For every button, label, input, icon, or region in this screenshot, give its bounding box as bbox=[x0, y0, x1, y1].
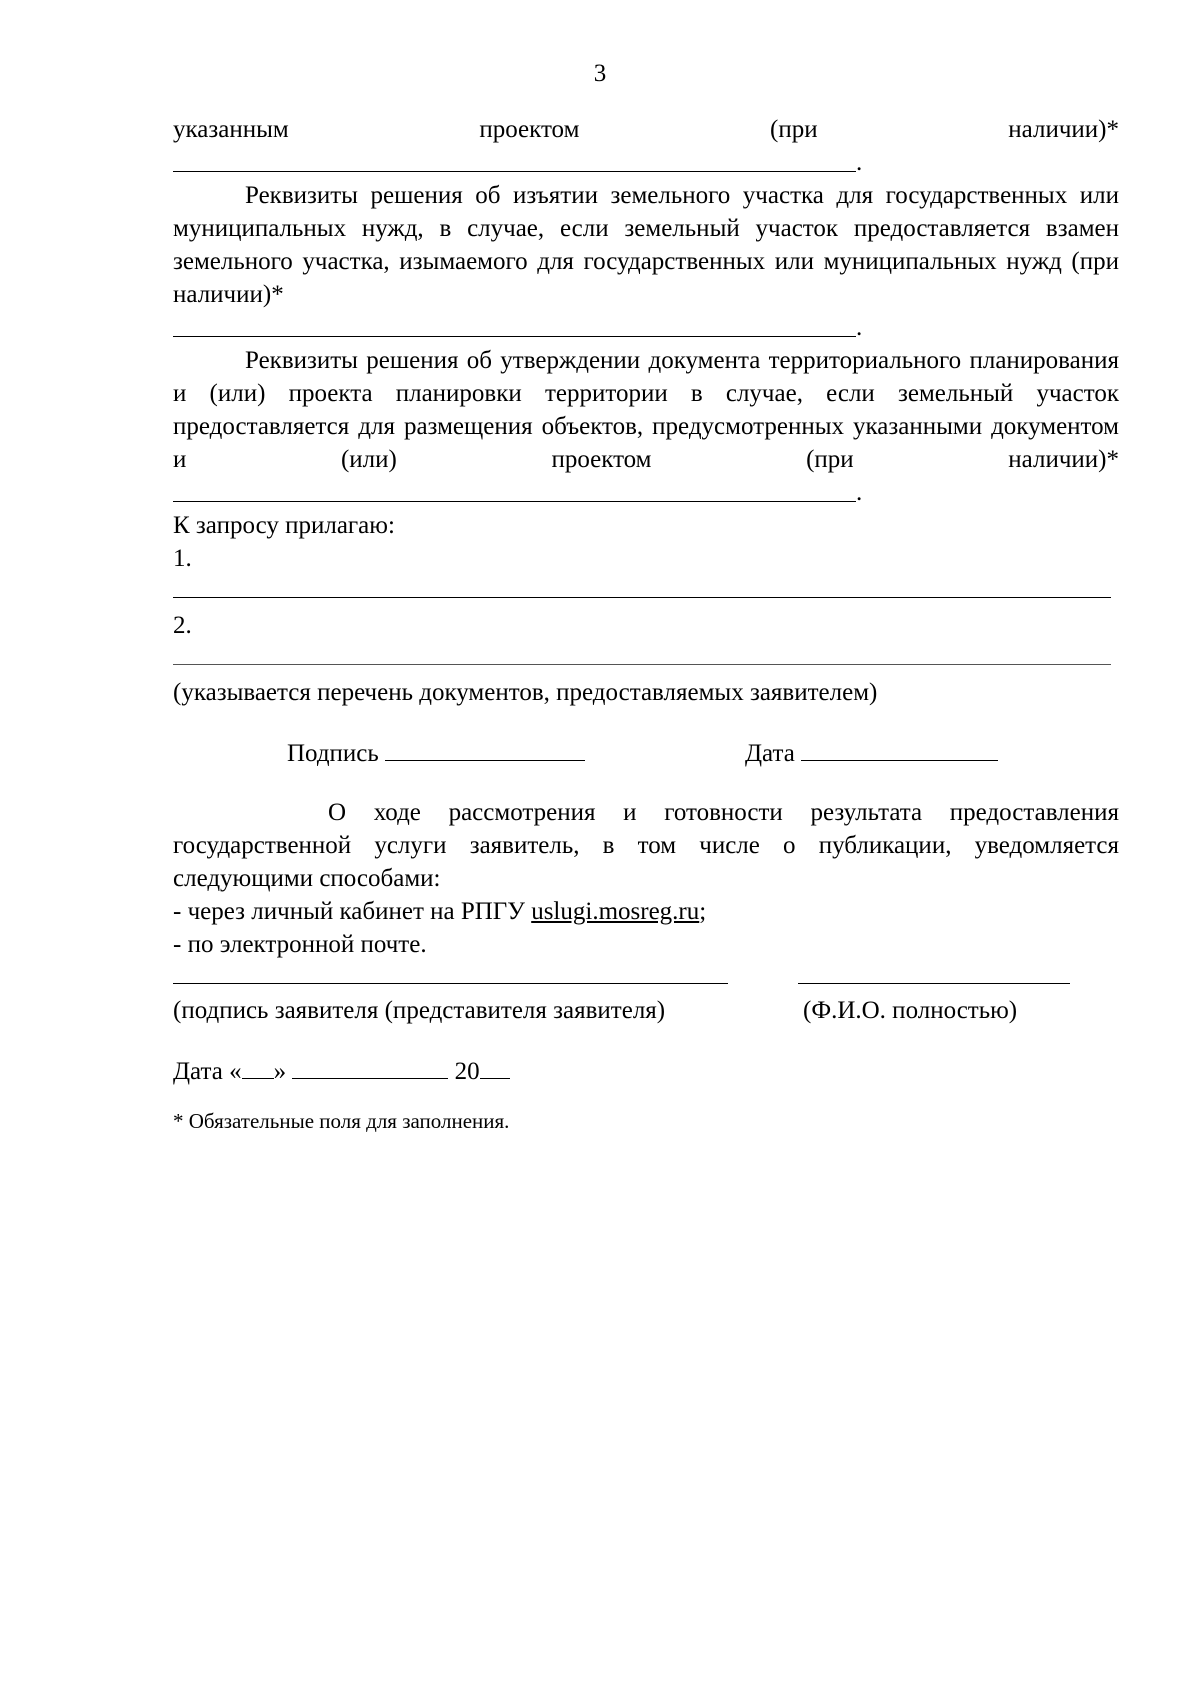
attachment-item-2-line[interactable] bbox=[173, 642, 1111, 665]
date-input[interactable] bbox=[801, 736, 998, 761]
date-label: Дата bbox=[745, 740, 795, 767]
attachment-item-1-line[interactable] bbox=[173, 575, 1111, 598]
document-body bbox=[173, 113, 1119, 1135]
continued-line bbox=[173, 113, 1119, 146]
date-field bbox=[745, 736, 998, 770]
applicant-signature-lines bbox=[173, 961, 1119, 994]
caption-signature: (подпись заявителя (представителя заявителя) bbox=[173, 997, 666, 1024]
date-line-label: Дата « bbox=[173, 1058, 242, 1085]
attachments-note: (указывается перечень документов, предоставляемых заявителем) bbox=[173, 679, 878, 706]
fill-in-line-project[interactable] bbox=[173, 146, 1119, 179]
word: наличии)* bbox=[1008, 116, 1119, 143]
word: (при bbox=[770, 116, 818, 143]
date-line-close-quote: » bbox=[273, 1058, 287, 1085]
line-period: . bbox=[856, 314, 863, 341]
required-fields-footnote: * Обязательные поля для заполнения. bbox=[173, 1109, 510, 1133]
notification-option-email: - по электронной почте. bbox=[173, 931, 427, 958]
applicant-name-input[interactable] bbox=[798, 983, 1070, 984]
month-input[interactable] bbox=[292, 1054, 448, 1079]
applicant-signature-captions bbox=[173, 994, 1119, 1027]
signature-field bbox=[287, 736, 585, 770]
paragraph-planning-decision: Реквизиты решения об утверждении документа территориального планирования и (или) проекта планировки территории в случае, если земельный участок предоставляется для размещения объектов, предусмотренных указанными документом и (или) проектом (при наличии)* bbox=[173, 347, 1119, 473]
option-portal-text: - через личный кабинет на РПГУ bbox=[173, 898, 525, 925]
paragraph-seizure-decision: Реквизиты решения об изъятии земельного участка для государственных или муниципальных нужд, в случае, если земельный участок предоставляется взамен земельного участка, изымаемого для государственных или муниципальных нужд (при наличии)* bbox=[173, 182, 1119, 308]
attachments-heading: К запросу прилагаю: bbox=[173, 512, 395, 539]
attachment-item-1-number: 1. bbox=[173, 545, 192, 572]
line-period: . bbox=[856, 149, 863, 176]
fill-in-line-planning[interactable] bbox=[173, 476, 1119, 509]
signature-label: Подпись bbox=[287, 740, 379, 767]
signature-input[interactable] bbox=[385, 736, 585, 761]
option-portal-suffix: ; bbox=[699, 898, 707, 925]
signature-date-row bbox=[173, 736, 1119, 769]
date-line bbox=[173, 1054, 1119, 1087]
day-input[interactable] bbox=[242, 1054, 274, 1079]
caption-full-name: (Ф.И.О. полностью) bbox=[803, 997, 1018, 1024]
word: проектом bbox=[479, 116, 580, 143]
portal-link[interactable]: uslugi.mosreg.ru bbox=[531, 898, 700, 925]
line-period: . bbox=[856, 479, 863, 506]
word: указанным bbox=[173, 116, 289, 143]
year-input[interactable] bbox=[480, 1054, 510, 1079]
attachment-item-2-number: 2. bbox=[173, 612, 192, 639]
applicant-signature-input[interactable] bbox=[173, 983, 728, 984]
page-number: 3 bbox=[593, 60, 607, 87]
fill-in-line-seizure[interactable] bbox=[173, 311, 1119, 344]
year-prefix: 20 bbox=[454, 1058, 480, 1085]
notification-option-portal bbox=[173, 895, 1119, 928]
notification-paragraph: О ходе рассмотрения и готовности результата предоставления государственной услуги заявитель, в том числе о публикации, уведомляется следующими способами: bbox=[173, 799, 1119, 892]
